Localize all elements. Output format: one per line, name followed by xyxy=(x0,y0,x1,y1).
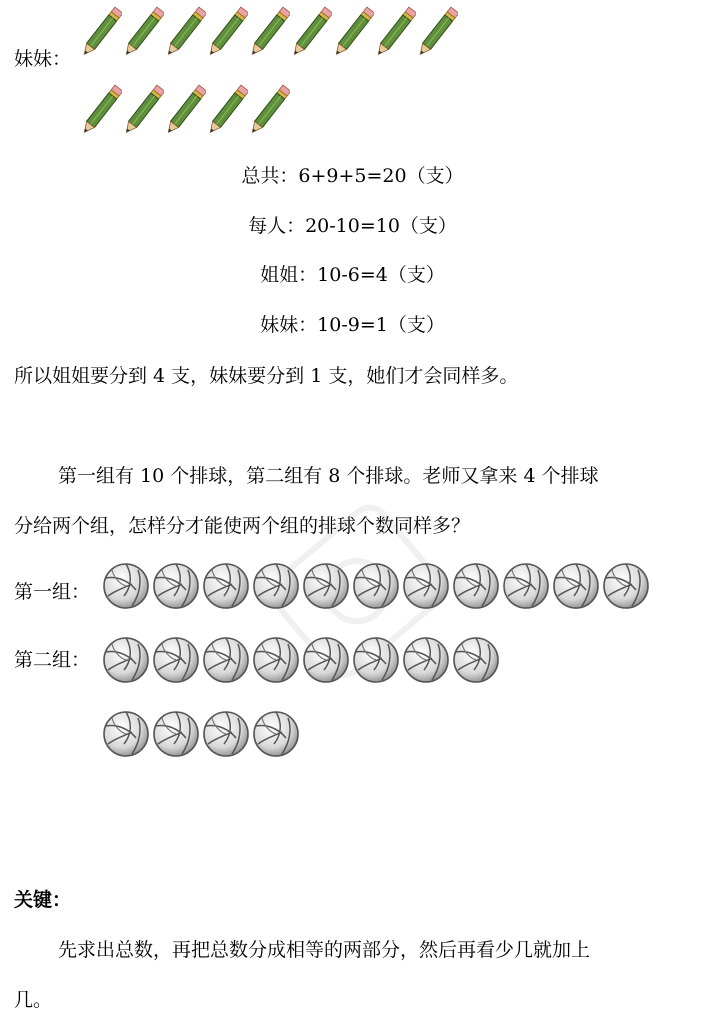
sister-pencils-row2 xyxy=(80,80,290,142)
sister-label: 妹妹： xyxy=(14,48,72,70)
volleyball-icon xyxy=(202,636,252,686)
volleyball-icon xyxy=(252,562,302,612)
volleyball-icon xyxy=(102,710,152,760)
volleyball-icon xyxy=(302,562,352,612)
problem-line1: 第一组有 10 个排球，第二组有 8 个排球。老师又拿来 4 个排球 xyxy=(58,465,599,487)
calc-younger-sister: 妹妹：10-9=1（支） xyxy=(260,314,445,336)
volleyball-icon xyxy=(502,562,552,612)
pencil-icon xyxy=(80,80,122,142)
key-title: 关键： xyxy=(14,889,72,911)
volleyball-icon xyxy=(302,636,352,686)
calc-each: 每人：20-10=10（支） xyxy=(248,215,457,237)
volleyball-icon xyxy=(152,636,202,686)
pencil-icon xyxy=(374,2,416,64)
volleyball-icon xyxy=(202,562,252,612)
volleyball-icon xyxy=(252,710,302,760)
sister-pencils-row1 xyxy=(80,2,458,64)
volleyball-icon xyxy=(102,636,152,686)
pencil-icon xyxy=(332,2,374,64)
problem-line2: 分给两个组，怎样分才能使两个组的排球个数同样多？ xyxy=(14,515,471,537)
pencil-icon xyxy=(122,80,164,142)
group1-label: 第一组： xyxy=(14,581,91,603)
conclusion-text: 所以姐姐要分到 4 支，妹妹要分到 1 支，她们才会同样多。 xyxy=(14,365,519,387)
volleyball-icon xyxy=(202,710,252,760)
group2-balls-row1 xyxy=(102,636,502,686)
volleyball-icon xyxy=(152,562,202,612)
group2-label: 第二组： xyxy=(14,649,91,671)
pencil-icon xyxy=(248,2,290,64)
volleyball-icon xyxy=(402,636,452,686)
pencil-icon xyxy=(416,2,458,64)
pencil-icon xyxy=(80,2,122,64)
volleyball-icon xyxy=(252,636,302,686)
pencil-icon xyxy=(164,80,206,142)
volleyball-icon xyxy=(452,636,502,686)
calc-total: 总共：6+9+5=20（支） xyxy=(241,165,464,187)
pencil-icon xyxy=(164,2,206,64)
pencil-icon xyxy=(290,2,332,64)
calc-elder-sister: 姐姐：10-6=4（支） xyxy=(260,264,445,286)
volleyball-icon xyxy=(352,636,402,686)
volleyball-icon xyxy=(552,562,602,612)
volleyball-icon xyxy=(152,710,202,760)
key-line2: 几。 xyxy=(14,989,53,1011)
group2-balls-row2 xyxy=(102,710,302,760)
key-line1: 先求出总数，再把总数分成相等的两部分，然后再看少几就加上 xyxy=(58,939,591,961)
volleyball-icon xyxy=(402,562,452,612)
group1-balls xyxy=(102,562,652,612)
pencil-icon xyxy=(206,2,248,64)
volleyball-icon xyxy=(352,562,402,612)
volleyball-icon xyxy=(102,562,152,612)
volleyball-icon xyxy=(602,562,652,612)
pencil-icon xyxy=(248,80,290,142)
pencil-icon xyxy=(122,2,164,64)
volleyball-icon xyxy=(452,562,502,612)
pencil-icon xyxy=(206,80,248,142)
